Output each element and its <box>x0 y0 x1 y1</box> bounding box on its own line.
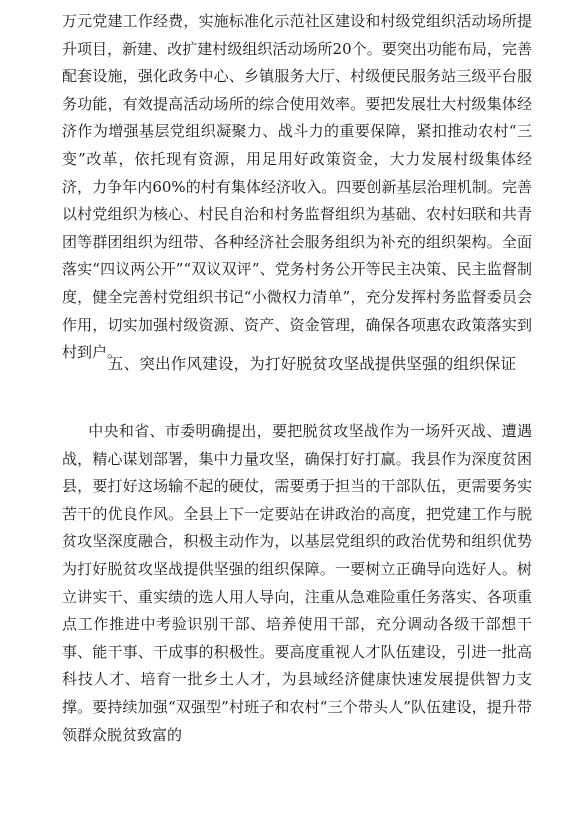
paragraph-section-five-text: 中央和省、市委明确提出，要把脱贫攻坚战作为一场歼灭战、遭遇战，精心谋划部署，集中力量攻坚，确保打好打赢。我县作为深度贫困县，要打好这场输不起的硬仗，需要勇于担当的干部队伍，更需要务实苦干的优良作风。全县上下一定要站在讲政治的高度，把党建工作与脱贫攻坚深度融合，积极主动作为，以基层党组织的政治优势和组织优势为打好脱贫攻坚战提供坚强的组织保障。一要树立正确导向选好人。树立讲实干、重实绩的选人用人导向，注重从急难险重任务落实、各项重点工作推进中考验识别干部、培养使用干部，充分调动各级干部想干事、能干事、干成事的积极性。要高度重视人才队伍建设，引进一批高科技人才、培育一批乡土人才，为县域经济健康快速发展提供智力支撑。要持续加强“双强型”村班子和农村“三个带头人”队伍建设，提升带领群众脱贫致富的 <box>62 422 532 744</box>
section-heading: 五、突出作风建设，为打好脱贫攻坚战提供坚强的组织保证 <box>108 355 517 373</box>
paragraph-continued: 万元党建工作经费，实施标准化示范社区建设和村级党组织活动场所提升项目，新建、改扩建村级组织活动场所20个。要突出功能布局，完善配套设施，强化政务中心、乡镇服务大厅、村级便民服务站三级平台服务功能，有效提高活动场所的综合使用效率。要把发展壮大村级集体经济作为增强基层党组织凝聚力、战斗力的重要保障，紧扣推动农村“三变”改革，依托现有资源，用足用好政策资金，大力发展村级集体经济，力争年内60%的村有集体经济收入。四要创新基层治理机制。完善以村党组织为核心、村民自治和村务监督组织为基础、农村妇联和共青团等群团组织为纽带、各种经济社会服务组织为补充的组织架构。全面落实“四议两公开”“双议双评”、党务村务公开等民主决策、民主监督制度，健全完善村党组织书记“小微权力清单”，充分发挥村务监督委员会作用，切实加强村级资源、资产、资金管理，确保各项惠农政策落实到村到户。 <box>62 12 532 362</box>
paragraph-section-five <box>62 418 532 749</box>
